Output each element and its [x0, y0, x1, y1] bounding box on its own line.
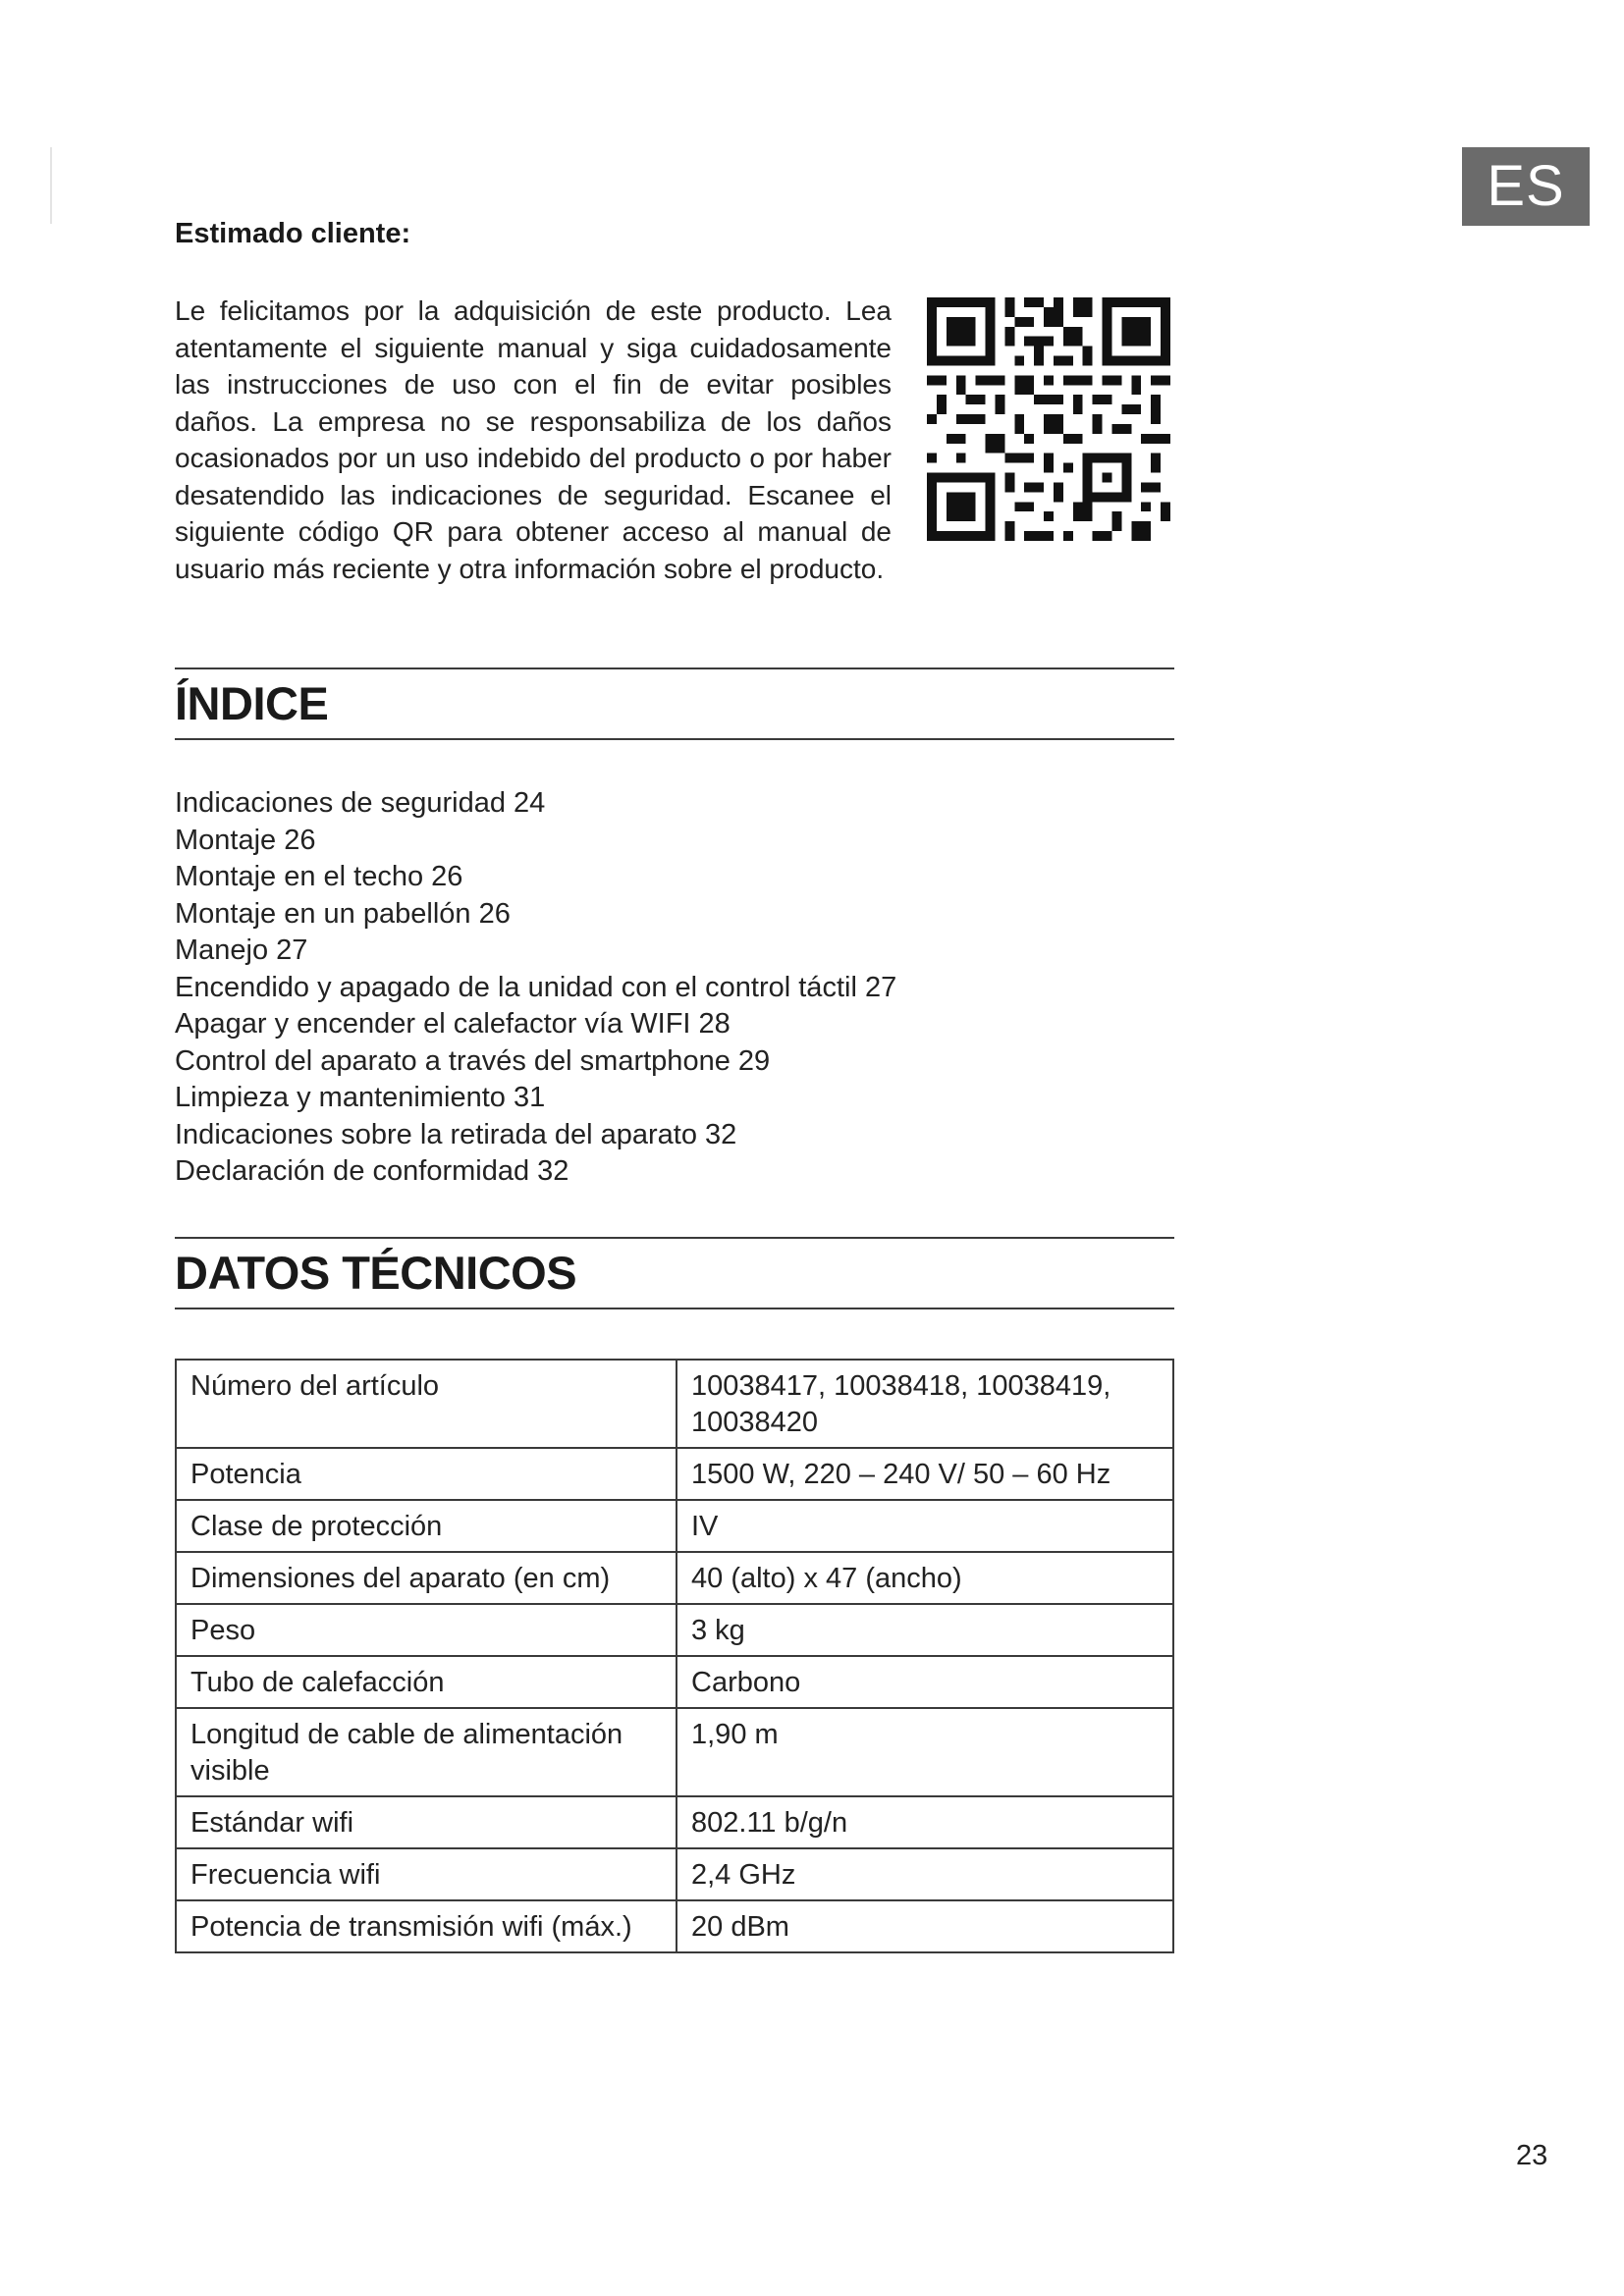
toc-item[interactable]: Encendido y apagado de la unidad con el control táctil 27: [175, 971, 897, 1003]
spec-value: 1,90 m: [677, 1708, 1173, 1796]
spec-value: 1500 W, 220 – 240 V/ 50 – 60 Hz: [677, 1448, 1173, 1500]
specs-rule-bottom: [175, 1308, 1174, 1309]
specs-rule-top: [175, 1237, 1174, 1239]
spec-key: Peso: [176, 1604, 677, 1656]
specs-table: [175, 1359, 1174, 1953]
table-row: [176, 1360, 1173, 1448]
toc-item[interactable]: Montaje 26: [175, 824, 316, 856]
table-row: [176, 1708, 1173, 1796]
table-row: [176, 1500, 1173, 1552]
specs-title: DATOS TÉCNICOS: [175, 1247, 577, 1299]
qr-code-icon[interactable]: [927, 297, 1170, 541]
toc-item[interactable]: Manejo 27: [175, 934, 308, 966]
page-number: 23: [1516, 2140, 1548, 2171]
table-row: [176, 1552, 1173, 1604]
table-row: [176, 1796, 1173, 1848]
table-row: [176, 1604, 1173, 1656]
spec-key: Estándar wifi: [176, 1796, 677, 1848]
language-badge: ES: [1462, 147, 1590, 226]
margin-mark: [50, 147, 52, 224]
spec-key: Longitud de cable de alimentación visible: [176, 1708, 677, 1796]
table-row: [176, 1448, 1173, 1500]
table-row: [176, 1848, 1173, 1900]
index-rule-top: [175, 667, 1174, 669]
index-rule-bottom: [175, 738, 1174, 740]
spec-value: 802.11 b/g/n: [677, 1796, 1173, 1848]
toc-item[interactable]: Apagar y encender el calefactor vía WIFI 28: [175, 1008, 731, 1040]
toc-item[interactable]: Indicaciones sobre la retirada del aparato 32: [175, 1118, 737, 1150]
spec-value: 3 kg: [677, 1604, 1173, 1656]
index-title: ÍNDICE: [175, 677, 329, 729]
spec-value: 20 dBm: [677, 1900, 1173, 1952]
spec-value: 10038417, 10038418, 10038419, 10038420: [677, 1360, 1173, 1448]
spec-value: 2,4 GHz: [677, 1848, 1173, 1900]
spec-value: 40 (alto) x 47 (ancho): [677, 1552, 1173, 1604]
spec-value: IV: [677, 1500, 1173, 1552]
intro-paragraph: Le felicitamos por la adquisición de este producto. Lea atentamente el siguiente manual y siga cuidadosamente las instrucciones de uso con el fin de evitar posibles daños. La empresa no se responsabiliza de los daños ocasionados por un uso indebido del producto o por haber desatendido las indicaciones de seguridad. Escanee el siguiente código QR para obtener acceso al manual de usuario más reciente y otra información sobre el producto.: [175, 295, 892, 584]
spec-key: Tubo de calefacción: [176, 1656, 677, 1708]
table-of-contents: [175, 785, 896, 1191]
spec-key: Clase de protección: [176, 1500, 677, 1552]
spec-value: Carbono: [677, 1656, 1173, 1708]
toc-item[interactable]: Limpieza y mantenimiento 31: [175, 1082, 546, 1113]
spec-key: Frecuencia wifi: [176, 1848, 677, 1900]
greeting-heading: Estimado cliente:: [175, 218, 411, 249]
spec-key: Dimensiones del aparato (en cm): [176, 1552, 677, 1604]
toc-item[interactable]: Indicaciones de seguridad 24: [175, 787, 546, 819]
spec-key: Número del artículo: [176, 1360, 677, 1448]
toc-item[interactable]: Montaje en el techo 26: [175, 861, 463, 892]
toc-item[interactable]: Control del aparato a través del smartphone 29: [175, 1044, 771, 1077]
table-row: [176, 1900, 1173, 1952]
toc-item[interactable]: Declaración de conformidad 32: [175, 1155, 569, 1187]
table-row: [176, 1656, 1173, 1708]
toc-item[interactable]: Montaje en un pabellón 26: [175, 897, 511, 930]
spec-key: Potencia: [176, 1448, 677, 1500]
spec-key: Potencia de transmisión wifi (máx.): [176, 1900, 677, 1952]
